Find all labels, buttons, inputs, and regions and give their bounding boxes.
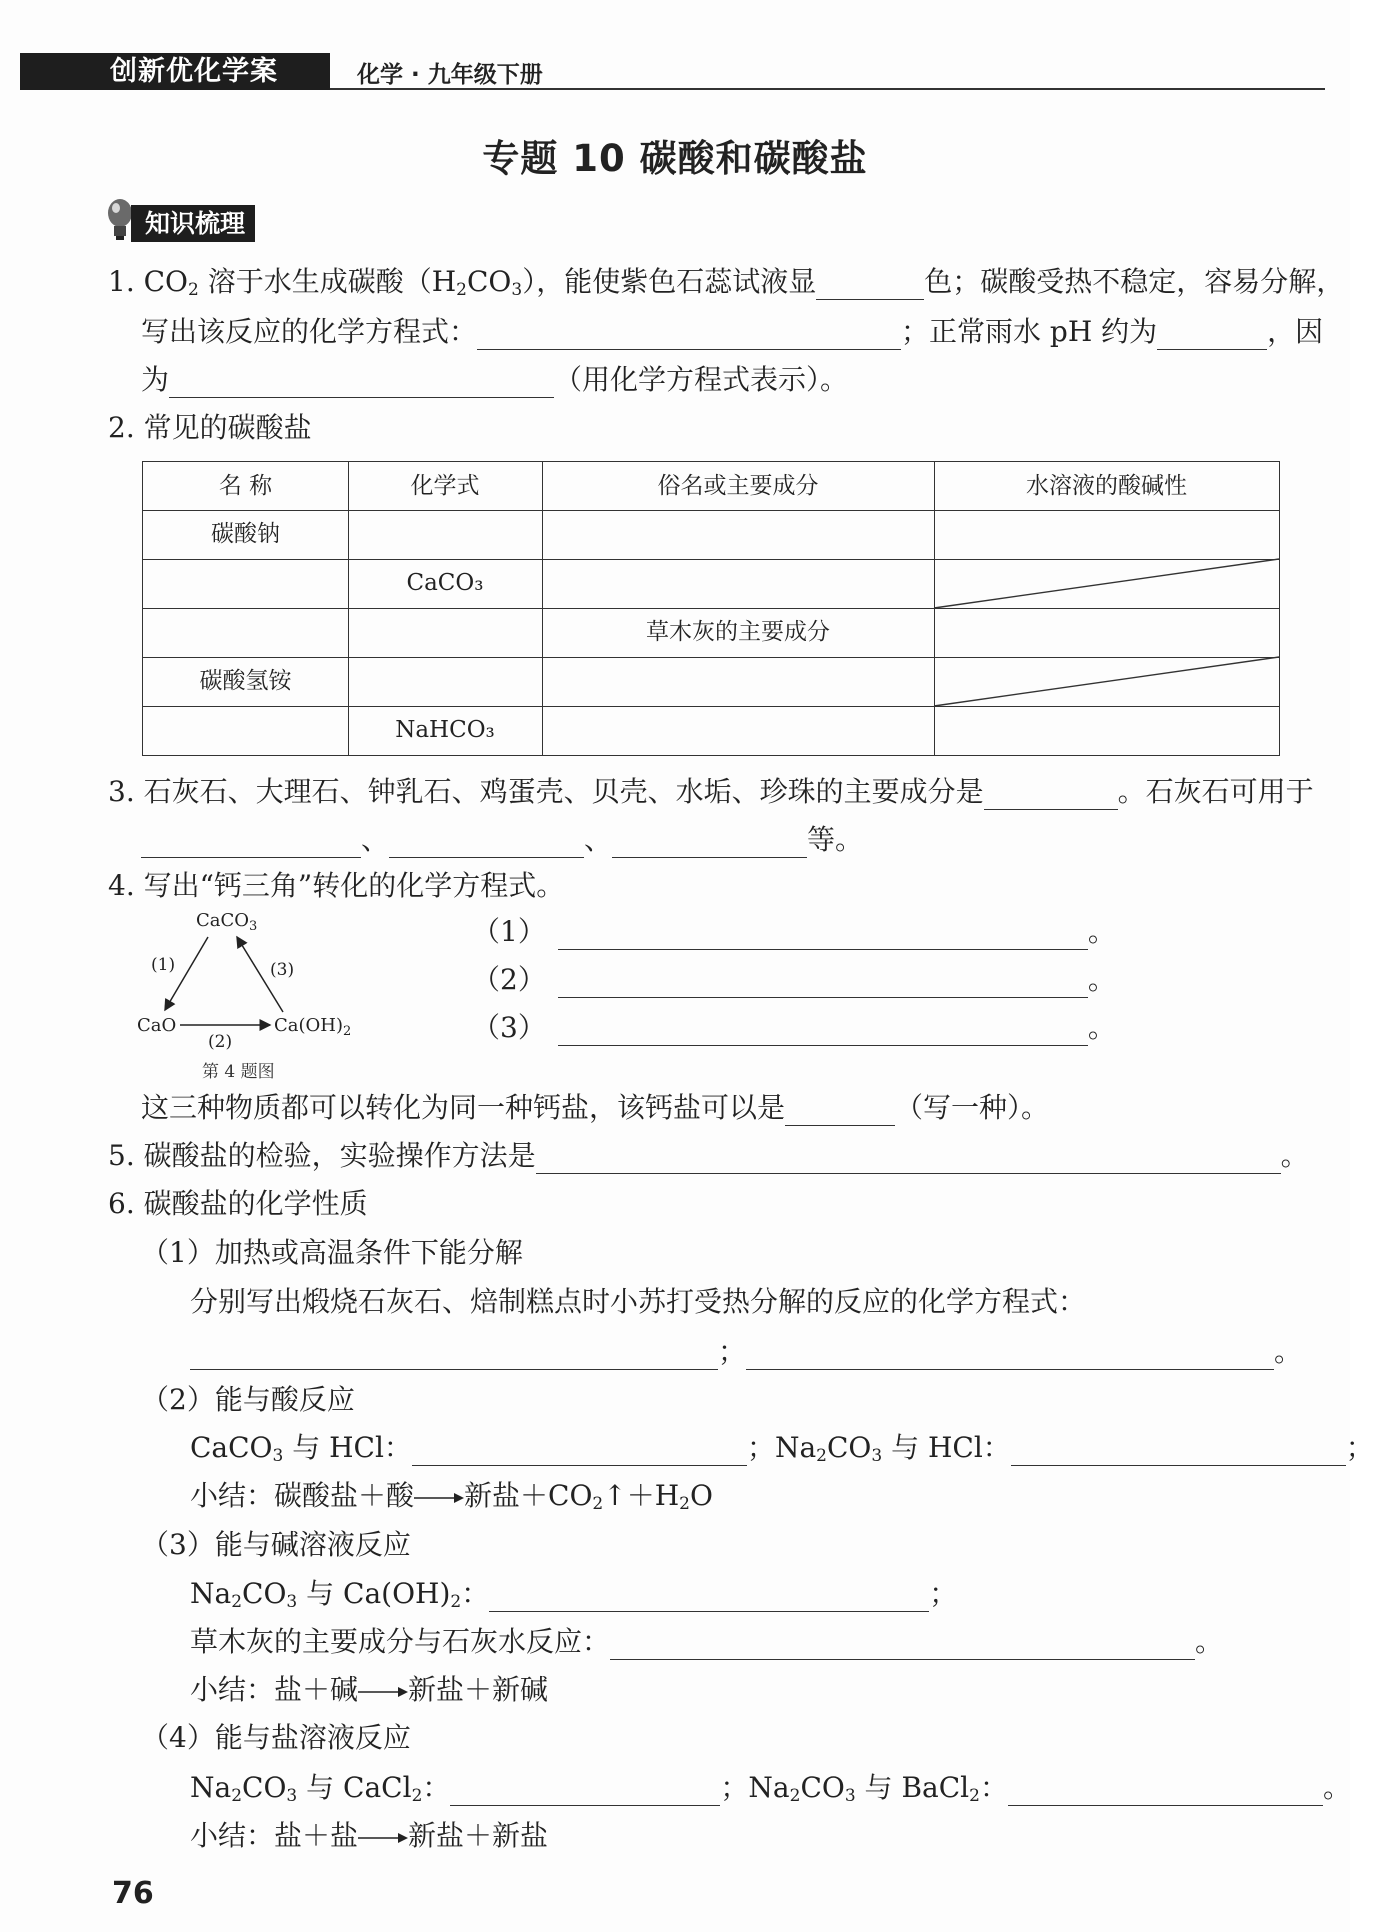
diagram-node-caco3: CaCO$_3$ (196, 910, 258, 934)
q3-text: 。石灰石可用于 (1117, 775, 1314, 808)
q1-text: 写出该反应的化学方程式： (141, 315, 478, 348)
q6-p1-blanks: ； 。 (190, 1334, 1302, 1370)
q1-text: ，因 (1267, 315, 1324, 348)
q3-line2 (141, 822, 863, 858)
q6-p2-line: CaCO$_3$ 与 HCl： ；$Na_2CO_3$ 与 HCl： ； (190, 1431, 1374, 1466)
q6-p4-line: $Na_2CO_3$ 与 CaCl$_2$： ；$Na_2CO_3$ 与 BaCl$_2$： 。 (190, 1771, 1351, 1806)
q1-line3 (141, 362, 848, 398)
separator: 、 (361, 823, 390, 856)
q1-line1 (108, 264, 1344, 300)
answer-blank[interactable] (1157, 319, 1267, 350)
answer-blank[interactable] (450, 1775, 720, 1806)
reaction-arrow-icon (358, 1828, 408, 1848)
q6-p3-title: （3）能与碱溶液反应 (141, 1528, 411, 1561)
answer-blank[interactable] (746, 1339, 1274, 1370)
q6-p2-summary: 小结：碳酸盐＋酸 新盐$+CO_2↑+H_2O$ (190, 1479, 713, 1514)
answer-blank[interactable] (984, 779, 1118, 810)
answer-blank[interactable] (536, 1143, 1281, 1174)
q1-text: （用化学方程式表示）。 (554, 363, 849, 396)
answer-blank[interactable] (389, 827, 584, 858)
reaction-arrow-icon (358, 1682, 408, 1702)
q1-number: 1. (108, 265, 135, 298)
q4-item-1: （1） 。 (472, 915, 1116, 948)
q6-p4-summary: 小结：盐＋盐 新盐＋新盐 (190, 1819, 549, 1852)
q6-p3-line2: 草木灰的主要成分与石灰水反应： 。 (190, 1625, 1224, 1658)
page-title: 专题 10 碳酸和碳酸盐 (482, 137, 868, 180)
answer-blank[interactable] (785, 1095, 895, 1126)
q3-line1 (108, 774, 1314, 810)
q1-text: 为 (141, 363, 170, 396)
calcium-triangle-arrows (130, 925, 310, 1035)
diagram-label-3: (3) (270, 960, 295, 980)
q5-line: 5. 碳酸盐的检验，实验操作方法是 。 (108, 1139, 1309, 1172)
section-label: 知识梳理 (131, 205, 255, 242)
q4-heading: 4. 写出“钙三角”转化的化学方程式。 (108, 869, 565, 902)
q4-item-2: （2） 。 (472, 963, 1116, 996)
table-header-cell: 俗名或主要成分 (657, 473, 819, 499)
answer-blank[interactable] (558, 967, 1088, 998)
table-header-cell: 水溶液的酸碱性 (1026, 473, 1187, 499)
q1-line2 (141, 314, 1323, 350)
q1-text: ；正常雨水 pH 约为 (901, 315, 1158, 348)
subject-label: 化学 · 九年级下册 (357, 62, 543, 88)
answer-blank[interactable] (141, 827, 361, 858)
answer-blank[interactable] (477, 319, 901, 350)
diagram-node-cao: CaO (137, 1015, 177, 1036)
q4-tail: 这三种物质都可以转化为同一种钙盐，该钙盐可以是 （写一种）。 (141, 1091, 1050, 1124)
q6-p2-title: （2）能与酸反应 (141, 1383, 355, 1416)
table-cell: CaCO₃ (406, 570, 484, 596)
answer-blank[interactable] (558, 1015, 1088, 1046)
q4-item-3: （3） 。 (472, 1011, 1116, 1044)
q1-text: 溶于水生成碳酸（H (198, 265, 457, 298)
reaction-arrow-icon (414, 1488, 464, 1508)
q6-p3-summary: 小结：盐＋碱 新盐＋新碱 (190, 1673, 549, 1706)
table-cell: 碳酸钠 (211, 521, 280, 547)
table-header-cell: 名 称 (218, 473, 273, 499)
diagram-label-1: (1) (151, 955, 176, 975)
q3-text: 3. 石灰石、大理石、钟乳石、鸡蛋壳、贝壳、水垢、珍珠的主要成分是 (108, 775, 984, 808)
item-number: （2） (472, 963, 546, 996)
q6-p1-desc: 分别写出煅烧石灰石、焙制糕点时小苏打受热分解的反应的化学方程式： (190, 1285, 1087, 1318)
q6-p3-line1: $Na_2CO_3$ 与 $Ca(OH)_2$： ； (190, 1577, 958, 1612)
answer-blank[interactable] (412, 1435, 747, 1466)
diagram-label-2: (2) (208, 1032, 233, 1052)
diagonal-slash (934, 657, 1279, 706)
q6-heading: 6. 碳酸盐的化学性质 (108, 1187, 368, 1220)
q6-p4-title: （4）能与盐溶液反应 (141, 1721, 411, 1754)
answer-blank[interactable] (169, 367, 554, 398)
q6-p1-title: （1）加热或高温条件下能分解 (141, 1236, 523, 1269)
q1-text: CO (143, 265, 189, 298)
answer-blank[interactable] (190, 1339, 718, 1370)
brand-logo: 创新优化学案 (110, 56, 278, 87)
answer-blank[interactable] (612, 827, 807, 858)
item-number: （1） (472, 915, 546, 948)
subscript: 3 (511, 280, 523, 300)
diagram-node-caoh2: $Ca(OH)_2$ (274, 1015, 352, 1039)
q2-heading: 2. 常见的碳酸盐 (108, 411, 312, 444)
q1-text: CO (467, 265, 512, 298)
q1-text: ），能使紫色石蕊试液显 (522, 265, 817, 298)
table-cell: 草木灰的主要成分 (646, 619, 830, 645)
answer-blank[interactable] (816, 269, 924, 300)
table-cell: 碳酸氢铵 (199, 668, 292, 694)
item-number: （3） (472, 1011, 546, 1044)
answer-blank[interactable] (1011, 1435, 1346, 1466)
diagram-caption: 第 4 题图 (202, 1062, 275, 1082)
table-cell: NaHCO₃ (395, 717, 495, 743)
subscript: 2 (456, 280, 467, 300)
q3-text: 等。 (807, 823, 864, 856)
diagonal-slash (934, 559, 1279, 608)
answer-blank[interactable] (489, 1581, 929, 1612)
answer-blank[interactable] (610, 1629, 1195, 1660)
carbonate-table (142, 461, 1280, 756)
answer-blank[interactable] (558, 919, 1088, 950)
table-header-cell: 化学式 (410, 473, 480, 499)
answer-blank[interactable] (1008, 1775, 1323, 1806)
q1-text: 色；碳酸受热不稳定，容易分解， (924, 265, 1345, 298)
separator: 、 (584, 823, 613, 856)
subscript: 2 (188, 280, 199, 300)
page-number: 76 (112, 1876, 154, 1911)
